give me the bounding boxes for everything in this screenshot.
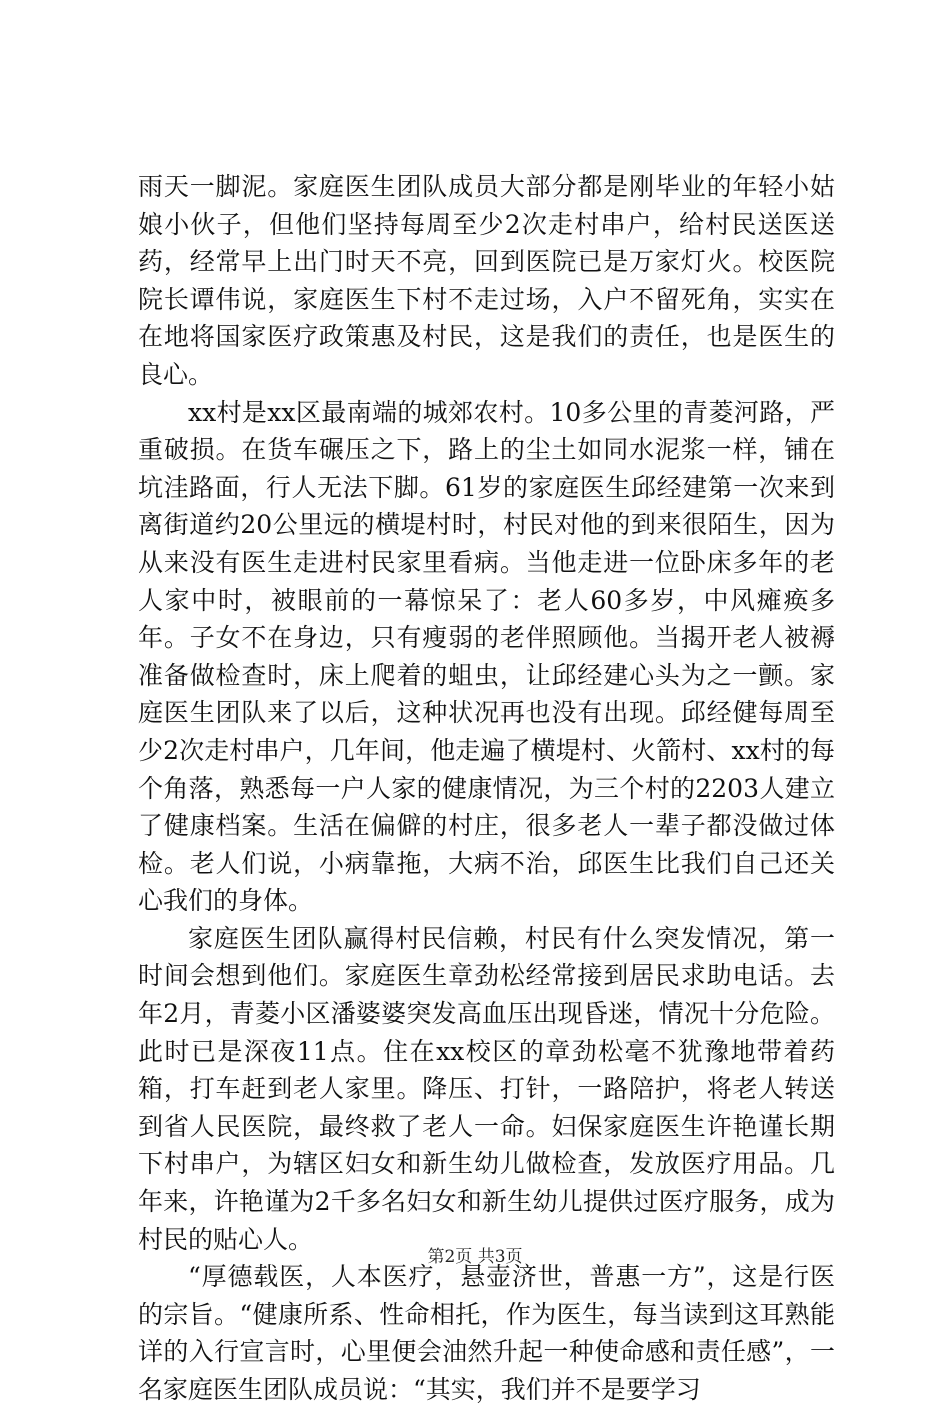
paragraph-continued: 雨天一脚泥。家庭医生团队成员大部分都是刚毕业的年轻小姑娘小伙子，但他们坚持每周至少2次走村串户，给村民送医送药，经常早上出门时天不亮，回到医院已是万家灯火。校医院院长谭伟说，家庭医生下村不走过场，入户不留死角，实实在在地将国家医疗政策惠及村民，这是我们的责任，也是医生的良心。: [138, 172, 835, 389]
page-footer: 第2页 共3页: [427, 1247, 523, 1267]
paragraph: “厚德载医，人本医疗，悬壶济世，普惠一方”，这是行医的宗旨。“健康所系、性命相托，作为医生，每当读到这耳熟能详的入行宣言时，心里便会油然升起一种使命感和责任感”，一名家庭医生团队成员说：“其实，我们并不是要学习: [138, 1262, 835, 1404]
body-text: [138, 168, 835, 1409]
paragraph: 家庭医生团队赢得村民信赖，村民有什么突发情况，第一时间会想到他们。家庭医生章劲松经常接到居民求助电话。去年2月，青菱小区潘婆婆突发高血压出现昏迷，情况十分危险。此时已是深夜11点。住在xx校区的章劲松毫不犹豫地带着药箱，打车赶到老人家里。降压、打针，一路陪护，将老人转送到省人民医院，最终救了老人一命。妇保家庭医生许艳谨长期下村串户，为辖区妇女和新生幼儿做检查，发放医疗用品。几年来，许艳谨为2千多名妇女和新生幼儿提供过医疗服务，成为村民的贴心人。: [138, 923, 835, 1254]
paragraph: xx村是xx区最南端的城郊农村。10多公里的青菱河路，严重破损。在货车碾压之下，路上的尘土如同水泥浆一样，铺在坑洼路面，行人无法下脚。61岁的家庭医生邱经建第一次来到离街道约20公里远的横堤村时，村民对他的到来很陌生，因为从来没有医生走进村民家里看病。当他走进一位卧床多年的老人家中时，被眼前的一幕惊呆了：老人60多岁，中风瘫痪多年。子女不在身边，只有瘦弱的老伴照顾他。当揭开老人被褥准备做检查时，床上爬着的蛆虫，让邱经建心头为之一颤。家庭医生团队来了以后，这种状况再也没有出现。邱经健每周至少2次走村串户，几年间，他走遍了横堤村、火箭村、xx村的每个角落，熟悉每一户人家的健康情况，为三个村的2203人建立了健康档案。生活在偏僻的村庄，很多老人一辈子都没做过体检。老人们说，小病靠拖，大病不治，邱医生比我们自己还关心我们的身体。: [138, 397, 835, 916]
